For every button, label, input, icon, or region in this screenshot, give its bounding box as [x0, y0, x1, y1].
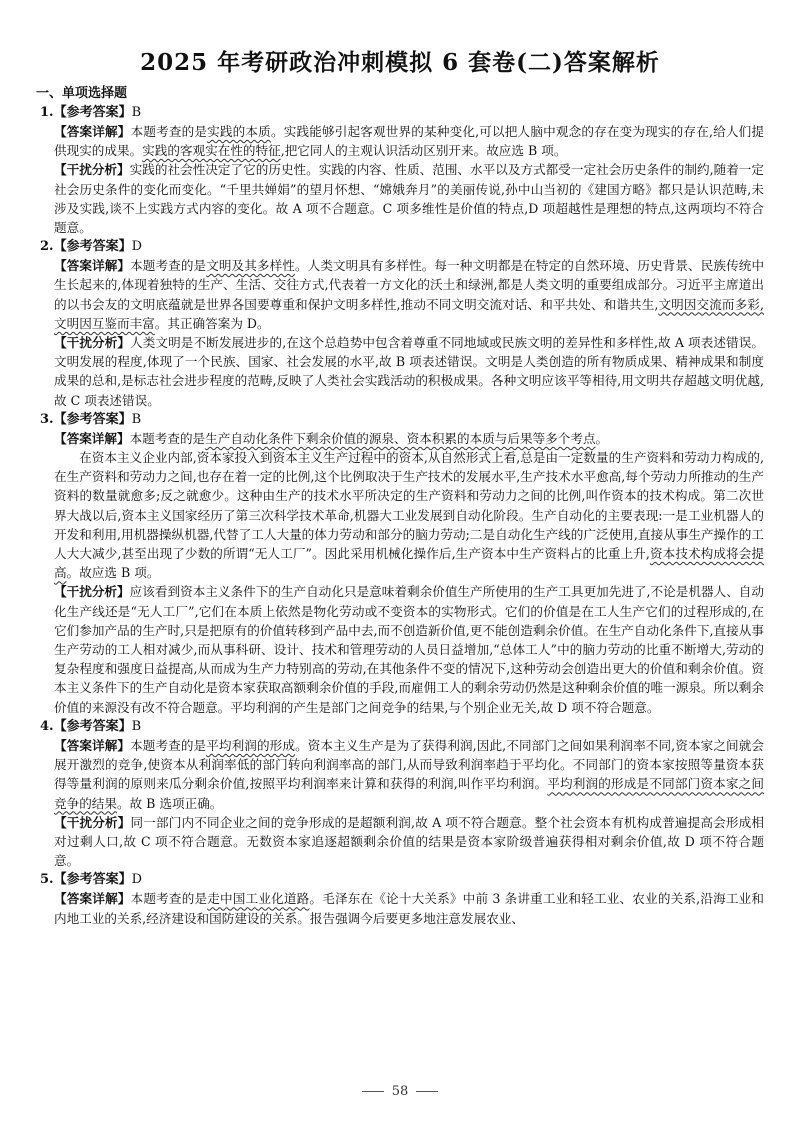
q4-detail-label: 【答案详解】 — [54, 737, 131, 753]
q2-detail-highlight-2: 文明因交流而多彩,文明因互鉴而丰富 — [54, 296, 764, 331]
q3-answer-label: 【参考答案】 — [53, 411, 132, 427]
q1-number: 1. — [40, 105, 54, 120]
q4-detail-highlight-2: 平均利润的形成是不同部门资本家之间竞争的结果 — [54, 776, 764, 811]
q1-interference-text: 实践的社会性决定了它的历史性。实践的内容、性质、范围、水平以及方式都受一定社会历史条件的制约,随着一定社会历史条件的变化而变化。“千里共婵娟”的望月怀想、“嫦娥奔月”的美丽传说,孙中山当初的《建国方略》都只是认识范畴,未涉及实践,谈不上实践方式内容的变化。故 A 项不合题意。C 项多维性是价值的特点,D 项超越性是理想的特点,这两项均不符合题意。 — [54, 162, 765, 236]
page-number: 58 — [391, 1084, 409, 1099]
q3-detail-highlight-1: 生产自动化条件下剩余价值的源泉、资本积累的本质与后果等多个考点 — [205, 430, 596, 446]
q1-interference-label: 【干扰分析】 — [54, 162, 130, 178]
q1-detail-text-b: 。实践能够引起客观世界的某种变化,可以把人脑中观念的存在变为现实的存在,给人们提供现实的成果。 — [54, 124, 765, 159]
q4-answer: B — [131, 718, 142, 734]
q3-detail-text-b: 。 — [595, 430, 609, 446]
q3-body-text-a: 在资本主义企业内部,资本家投入到资本主义生产过程中的资本,从自然形式上看,总是由一定数量的生产资料和劳动力构成的,在生产资料和劳动力之间,也存在着一定的比例,这个比例取决于生产技术的发展水平,生产技术水平愈高,每个劳动力所推动的生产资料的数量就愈多;反之就愈少。这种由生产的技术水平所决定的生产资料和劳动力之间的比例,叫作资本的技术构成。第二次世界大战以后,资本主义国家经历了第三次科学技术革命,机器大工业发展到自动化阶段。生产自动化的主要表现:一是工业机器人的开发和利用,用机器操纵机器,代替了工人大量的体力劳动和部分的脑力劳动;二是自动化生产线的广泛使用,直接从事生产操作的工人大大减少,甚至出现了少数的所谓“无人工厂”。因此采用机械化操作后,生产资本中生产资料占的比重上升, — [54, 450, 764, 562]
q2-answer-label: 【参考答案】 — [53, 239, 132, 255]
q3-interference — [54, 582, 764, 716]
q1-detail-highlight-1: 实践的本质 — [207, 124, 271, 139]
page-footer — [0, 1084, 800, 1099]
q2-detail-label: 【答案详解】 — [54, 258, 131, 274]
q4-detail — [54, 736, 764, 813]
q3-detail — [54, 429, 764, 448]
q1-answer-label: 【参考答案】 — [53, 105, 132, 120]
q5-answer: D — [131, 872, 143, 888]
q2-detail — [54, 256, 764, 333]
q2-answer-line — [40, 237, 764, 256]
q2-interference — [54, 333, 764, 410]
q5-answer-line — [40, 870, 764, 889]
q1-detail-highlight-2: 实践的客观实在性的特征 — [142, 143, 281, 159]
q2-detail-text-b: 。人类文明具有多样性。每一种文明都是在特定的自然环境、历史背景、民族传统中生长起来的,体现着独特的生产、生活、交往方式,代表着一方文化的沃土和绿洲,都是人类文明的重要组成部分。习近平主席道出的以书会友的文明底蕴就是世界各国要尊重和保护文明多样性,推动不同文明交流对话、和平共处、和谐共生, — [54, 258, 765, 312]
q5-detail — [54, 889, 764, 927]
q2-interference-text: 人类文明是不断发展进步的,在这个总趋势中包含着尊重不同地域或民族文明的差异性和多样性,故 A 项表述错误。文明发展的程度,体现了一个民族、国家、社会发展的水平,故 B 项表述错误。文明是人类创造的所有物质成果、精神成果和制度成果的总和,是标志社会进步程度的范畴,反映了人类社会实践活动的积极成果。各种文明应该平等相待,用文明共存超越文明优越,故 C 项表述错误。 — [54, 335, 765, 408]
q4-interference — [54, 813, 764, 871]
q4-interference-text: 同一部门内不同企业之间的竞争形成的是超额利润,故 A 项不符合题意。整个社会资本有机构成普遍提高会形成相对过剩人口,故 C 项不符合题意。无数资本家追逐超额剩余价值的结果是资本家阶级普遍获得相对剩余价值,故 D 项不符合题意。 — [54, 814, 765, 869]
q4-answer-line — [40, 717, 764, 736]
section-heading: 一、单项选择题 — [36, 86, 128, 101]
q4-detail-text-c: 。故 B 选项正确。 — [116, 795, 223, 811]
q4-number: 4. — [40, 718, 54, 734]
q2-detail-highlight-1: 文明及其多样性 — [206, 258, 295, 274]
q3-detail-text-a: 本题考查的是 — [129, 430, 206, 446]
q3-answer: B — [131, 411, 142, 427]
q5-detail-text-a: 本题考查的是 — [130, 891, 208, 907]
q4-answer-label: 【参考答案】 — [53, 718, 132, 734]
q2-number: 2. — [40, 239, 54, 255]
q3-body-highlight: 资本技术构成将会提高 — [54, 546, 765, 581]
q1-answer-line — [40, 103, 764, 122]
q3-body — [54, 448, 764, 582]
q5-detail-highlight-1: 走中国工业化道路 — [207, 891, 310, 907]
q4-detail-highlight-1: 平均利润的形成 — [206, 737, 296, 753]
q2-detail-text-c: 。其正确答案为 D。 — [154, 315, 270, 331]
q3-detail-label: 【答案详解】 — [54, 430, 130, 446]
q1-detail-text-a: 本题考查的是 — [130, 124, 208, 139]
q3-number: 3. — [40, 411, 54, 427]
q4-detail-text-b: 。资本主义生产是为了获得利润,因此,不同部门之间如果利润率不同,资本家之间就会展开激烈的竞争,使资本从利润率低的部门转向利润率高的部门,从而导致利润率趋于平均化。不同部门的资本家按照等量资本获得等量利润的原则来瓜分剩余价值,按照平均利润率来计算和获得的利润,叫作平均利润。 — [54, 737, 764, 792]
q2-interference-label: 【干扰分析】 — [54, 335, 131, 351]
q3-body-text-b: 。故应选 B 项。 — [66, 565, 160, 581]
q1-detail-label: 【答案详解】 — [54, 124, 131, 139]
q3-answer-line — [40, 410, 764, 429]
q5-answer-label: 【参考答案】 — [53, 872, 132, 888]
q3-interference-label: 【干扰分析】 — [54, 584, 130, 600]
q4-interference-label: 【干扰分析】 — [54, 814, 131, 830]
footer-dash-right — [416, 1091, 438, 1092]
q2-detail-text-a: 本题考查的是 — [130, 258, 207, 274]
q4-detail-text-a: 本题考查的是 — [130, 737, 207, 753]
q5-detail-label: 【答案详解】 — [54, 891, 131, 907]
q3-interference-text: 应该看到资本主义条件下的生产自动化只是意味着剩余价值生产所使用的生产工具更加先进了,不论是机器人、自动化生产线还是“无人工厂”,它们在本质上依然是物化劳动或不变资本的实物形式。它们的价值是在工人生产它们的过程形成的,在它们参加产品的生产时,只是把原有的价值转移到产品中去,而不创造新价值,更不能创造剩余价值。在生产自动化条件下,直接从事生产劳动的工人相对减少,而从事科研、设计、技术和管理劳动的人员日益增加,“总体工人”中的脑力劳动的比重不断增大,劳动的复杂程度和强度日益提高,从而成为生产力特别高的劳动,在其他条件不变的情况下,这种劳动会创造出更大的价值和剩余价值。资本主义条件下的生产自动化是资本家获取高额剩余价值的手段,而雇佣工人的剩余劳动仍然是这种剩余价值的唯一源泉。所以剩余价值的来源没有改不符合题意。平均利润的产生是部门之间竞争的结果,与个别企业无关,故 D 项不符合题意。 — [54, 584, 765, 715]
q1-answer: B — [131, 105, 142, 120]
q1-detail — [54, 122, 764, 160]
page-title: 2025 年考研政治冲刺模拟 6 套卷(二)答案解析 — [140, 49, 660, 76]
footer-dash-left — [362, 1091, 384, 1092]
q1-interference — [54, 160, 764, 237]
q1-detail-text-c: ,把它同人的主观认识活动区别开来。故应选 B 项。 — [280, 143, 567, 159]
q2-answer: D — [131, 239, 143, 255]
q5-detail-text-b: 。毛泽东在《论十大关系》中前 3 条讲重工业和轻工业、农业的关系,沿海工业和内地工业的关系,经济建设和国防建设的关系。报告强调今后要更多地注意发展农业、 — [54, 891, 764, 926]
q5-number: 5. — [40, 872, 54, 888]
